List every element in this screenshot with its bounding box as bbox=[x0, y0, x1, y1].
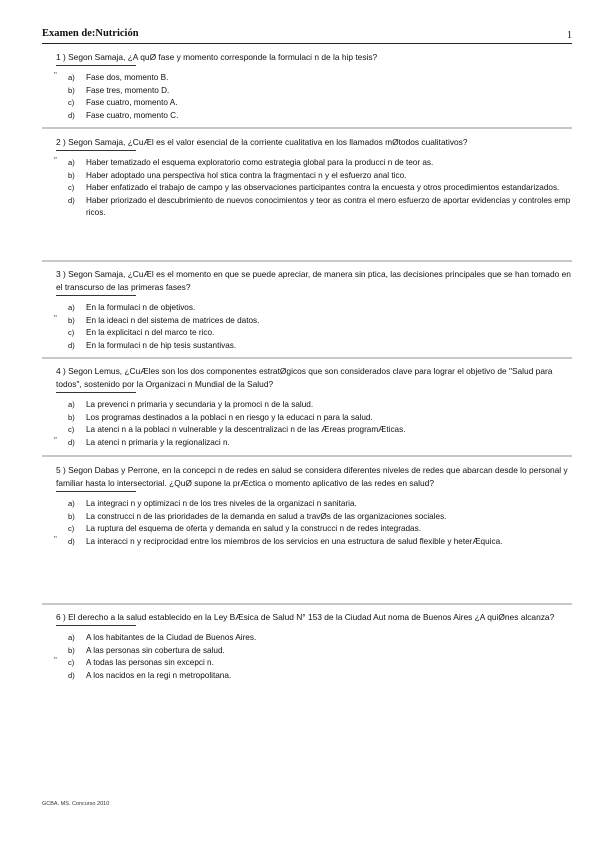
question-stem: 2 ) Segon Samaja, ¿CuÆl es el valor esencial de la corriente cualitativa en los llamados mØtodos cualitativos? bbox=[56, 137, 468, 147]
option-letter: b) bbox=[68, 170, 75, 180]
answer-mark: " bbox=[54, 656, 57, 665]
option-text: En la explicitaci n del marco te rico. bbox=[86, 328, 215, 337]
option-letter: a) bbox=[68, 499, 75, 508]
option-d[interactable] bbox=[54, 110, 572, 123]
option-text: A los nacidos en la regi n metropolitana. bbox=[86, 670, 232, 680]
question-6 bbox=[42, 611, 572, 682]
option-c[interactable] bbox=[54, 327, 572, 340]
option-d[interactable] bbox=[54, 340, 572, 353]
stem-underline bbox=[56, 392, 136, 393]
option-b[interactable] bbox=[54, 85, 572, 98]
option-letter: d) bbox=[68, 670, 75, 680]
option-letter: b) bbox=[68, 645, 75, 655]
answer-mark: " bbox=[54, 534, 57, 544]
question-separator bbox=[42, 603, 572, 605]
option-text: La ruptura del esquema de oferta y demanda en salud y la construcci n de redes integradas. bbox=[86, 524, 421, 533]
option-a[interactable] bbox=[54, 399, 572, 412]
option-letter: a) bbox=[68, 633, 75, 642]
question-stem: 1 ) Segon Samaja, ¿A quØ fase y momento corresponde la formulaci n de la hip tesis? bbox=[56, 52, 378, 62]
option-text: A las personas sin cobertura de salud. bbox=[86, 645, 225, 655]
option-text: La interacci n y reciprocidad entre los miembros de los servicios en una estructura de salud flexible y heterÆquica. bbox=[86, 536, 503, 546]
option-text: En la ideaci n del sistema de matrices de datos. bbox=[86, 315, 260, 325]
option-text: Haber enfatizado el trabajo de campo y las observaciones participantes contra la encuesta y otros procedimientos estandarizados. bbox=[86, 183, 560, 192]
option-letter: d) bbox=[68, 437, 75, 447]
question-separator bbox=[42, 127, 572, 129]
option-letter: b) bbox=[68, 315, 75, 325]
option-text: A los habitantes de la Ciudad de Buenos Aires. bbox=[86, 633, 257, 642]
question-4 bbox=[42, 365, 572, 449]
option-a[interactable] bbox=[54, 632, 572, 645]
option-letter: d) bbox=[68, 110, 75, 120]
option-text: A todas las personas sin excepci n. bbox=[86, 658, 214, 667]
option-d[interactable] bbox=[54, 437, 572, 450]
option-a[interactable] bbox=[54, 302, 572, 315]
option-letter: b) bbox=[68, 85, 75, 95]
option-letter: a) bbox=[68, 158, 75, 167]
question-2 bbox=[42, 136, 572, 220]
option-letter: a) bbox=[68, 400, 75, 409]
question-separator bbox=[42, 455, 572, 457]
option-c[interactable] bbox=[54, 424, 572, 437]
option-letter: c) bbox=[68, 328, 75, 337]
question-stem: 3 ) Segon Samaja, ¿CuÆl es el momento en que se puede apreciar, de manera sin ptica, las decisiones principales que se han tomado en el transcurso de las primeras fases? bbox=[56, 269, 571, 292]
option-b[interactable] bbox=[54, 315, 572, 328]
page-footer: GCBA. MS. Concurso 2010 bbox=[42, 801, 110, 807]
option-letter: c) bbox=[68, 425, 75, 434]
option-c[interactable] bbox=[54, 97, 572, 110]
option-text: Fase tres, momento D. bbox=[86, 85, 170, 95]
stem-underline bbox=[56, 65, 136, 66]
option-b[interactable] bbox=[54, 645, 572, 658]
answer-mark: " bbox=[54, 313, 57, 323]
option-text: Los programas destinados a la poblaci n en riesgo y la educaci n para la salud. bbox=[86, 412, 373, 422]
option-text: Haber adoptado una perspectiva hol stica contra la fragmentaci n y el esfuerzo anal tico. bbox=[86, 170, 407, 180]
answer-mark: " bbox=[54, 435, 57, 445]
question-stem: 6 ) El derecho a la salud establecido en la Ley BÆsica de Salud N° 153 de la Ciudad Aut noma de Buenos Aires ¿A quiØnes alcanza? bbox=[56, 612, 555, 622]
stem-underline bbox=[56, 295, 136, 296]
option-text: Fase cuatro, momento A. bbox=[86, 98, 178, 107]
question-1 bbox=[42, 51, 572, 122]
option-a[interactable] bbox=[54, 72, 572, 85]
option-letter: b) bbox=[68, 511, 75, 521]
option-text: Fase dos, momento B. bbox=[86, 73, 169, 82]
option-a[interactable] bbox=[54, 157, 572, 170]
option-text: En la formulaci n de objetivos. bbox=[86, 303, 196, 312]
question-stem: 4 ) Segon Lemus, ¿CuÆles son los dos componentes estratØgicos que son considerados clave para lograr el objetivo de "Salud para todos", sostenido por la Organizaci n Mundial de la Salud? bbox=[56, 366, 553, 389]
option-letter: c) bbox=[68, 658, 75, 667]
option-text: Fase cuatro, momento C. bbox=[86, 110, 179, 120]
option-a[interactable] bbox=[54, 498, 572, 511]
option-text: La construcci n de las prioridades de la demanda en salud a travØs de las organizaciones sociales. bbox=[86, 511, 447, 521]
option-b[interactable] bbox=[54, 511, 572, 524]
option-letter: a) bbox=[68, 303, 75, 312]
stem-underline bbox=[56, 491, 136, 492]
stem-underline bbox=[56, 625, 136, 626]
question-separator bbox=[42, 357, 572, 359]
option-letter: c) bbox=[68, 524, 75, 533]
option-letter: c) bbox=[68, 183, 75, 192]
option-text: En la formulaci n de hip tesis sustantivas. bbox=[86, 340, 237, 350]
option-c[interactable] bbox=[54, 182, 572, 195]
question-stem: 5 ) Segon Dabas y Perrone, en la concepci n de redes en salud se considera diferentes niveles de redes que abarcan desde lo personal y familiar hasta lo intersectorial. ¿QuØ supone la prÆctica o momento aplicativo de las redes en salud? bbox=[56, 465, 568, 488]
option-b[interactable] bbox=[54, 170, 572, 183]
option-letter: a) bbox=[68, 73, 75, 82]
option-text: Haber tematizado el esquema exploratorio como estrategia global para la producci n de teor as. bbox=[86, 158, 434, 167]
option-letter: d) bbox=[68, 340, 75, 350]
option-text: La atenci n a la poblaci n vulnerable y la descentralizaci n de las Æreas programÆticas. bbox=[86, 425, 406, 434]
option-text: Haber priorizado el descubrimiento de nuevos conocimientos y teor as contra el mero esfuerzo de aportar evidencias y controles emp ricos. bbox=[86, 195, 571, 217]
question-separator bbox=[42, 260, 572, 262]
option-c[interactable] bbox=[54, 523, 572, 536]
option-c[interactable] bbox=[54, 657, 572, 670]
question-3 bbox=[42, 268, 572, 352]
header-divider bbox=[42, 43, 572, 44]
option-text: La atenci n primaria y la regionalizaci n. bbox=[86, 437, 230, 447]
option-d[interactable] bbox=[54, 195, 572, 220]
answer-mark: " bbox=[54, 71, 57, 80]
option-text: La integraci n y optimizaci n de los tres niveles de la organizaci n sanitaria. bbox=[86, 499, 357, 508]
question-5 bbox=[42, 464, 572, 548]
stem-underline bbox=[56, 150, 136, 151]
option-letter: d) bbox=[68, 536, 75, 546]
option-b[interactable] bbox=[54, 412, 572, 425]
option-letter: b) bbox=[68, 412, 75, 422]
page-header bbox=[42, 28, 572, 44]
option-letter: c) bbox=[68, 98, 75, 107]
answer-mark: " bbox=[54, 156, 57, 165]
option-d[interactable] bbox=[54, 670, 572, 683]
option-text: La prevenci n primaria y secundaria y la promoci n de la salud. bbox=[86, 400, 314, 409]
page-number: 1 bbox=[567, 30, 572, 41]
option-letter: d) bbox=[68, 195, 75, 205]
exam-title: Examen de:Nutrición bbox=[42, 28, 139, 39]
option-d[interactable] bbox=[54, 536, 572, 549]
